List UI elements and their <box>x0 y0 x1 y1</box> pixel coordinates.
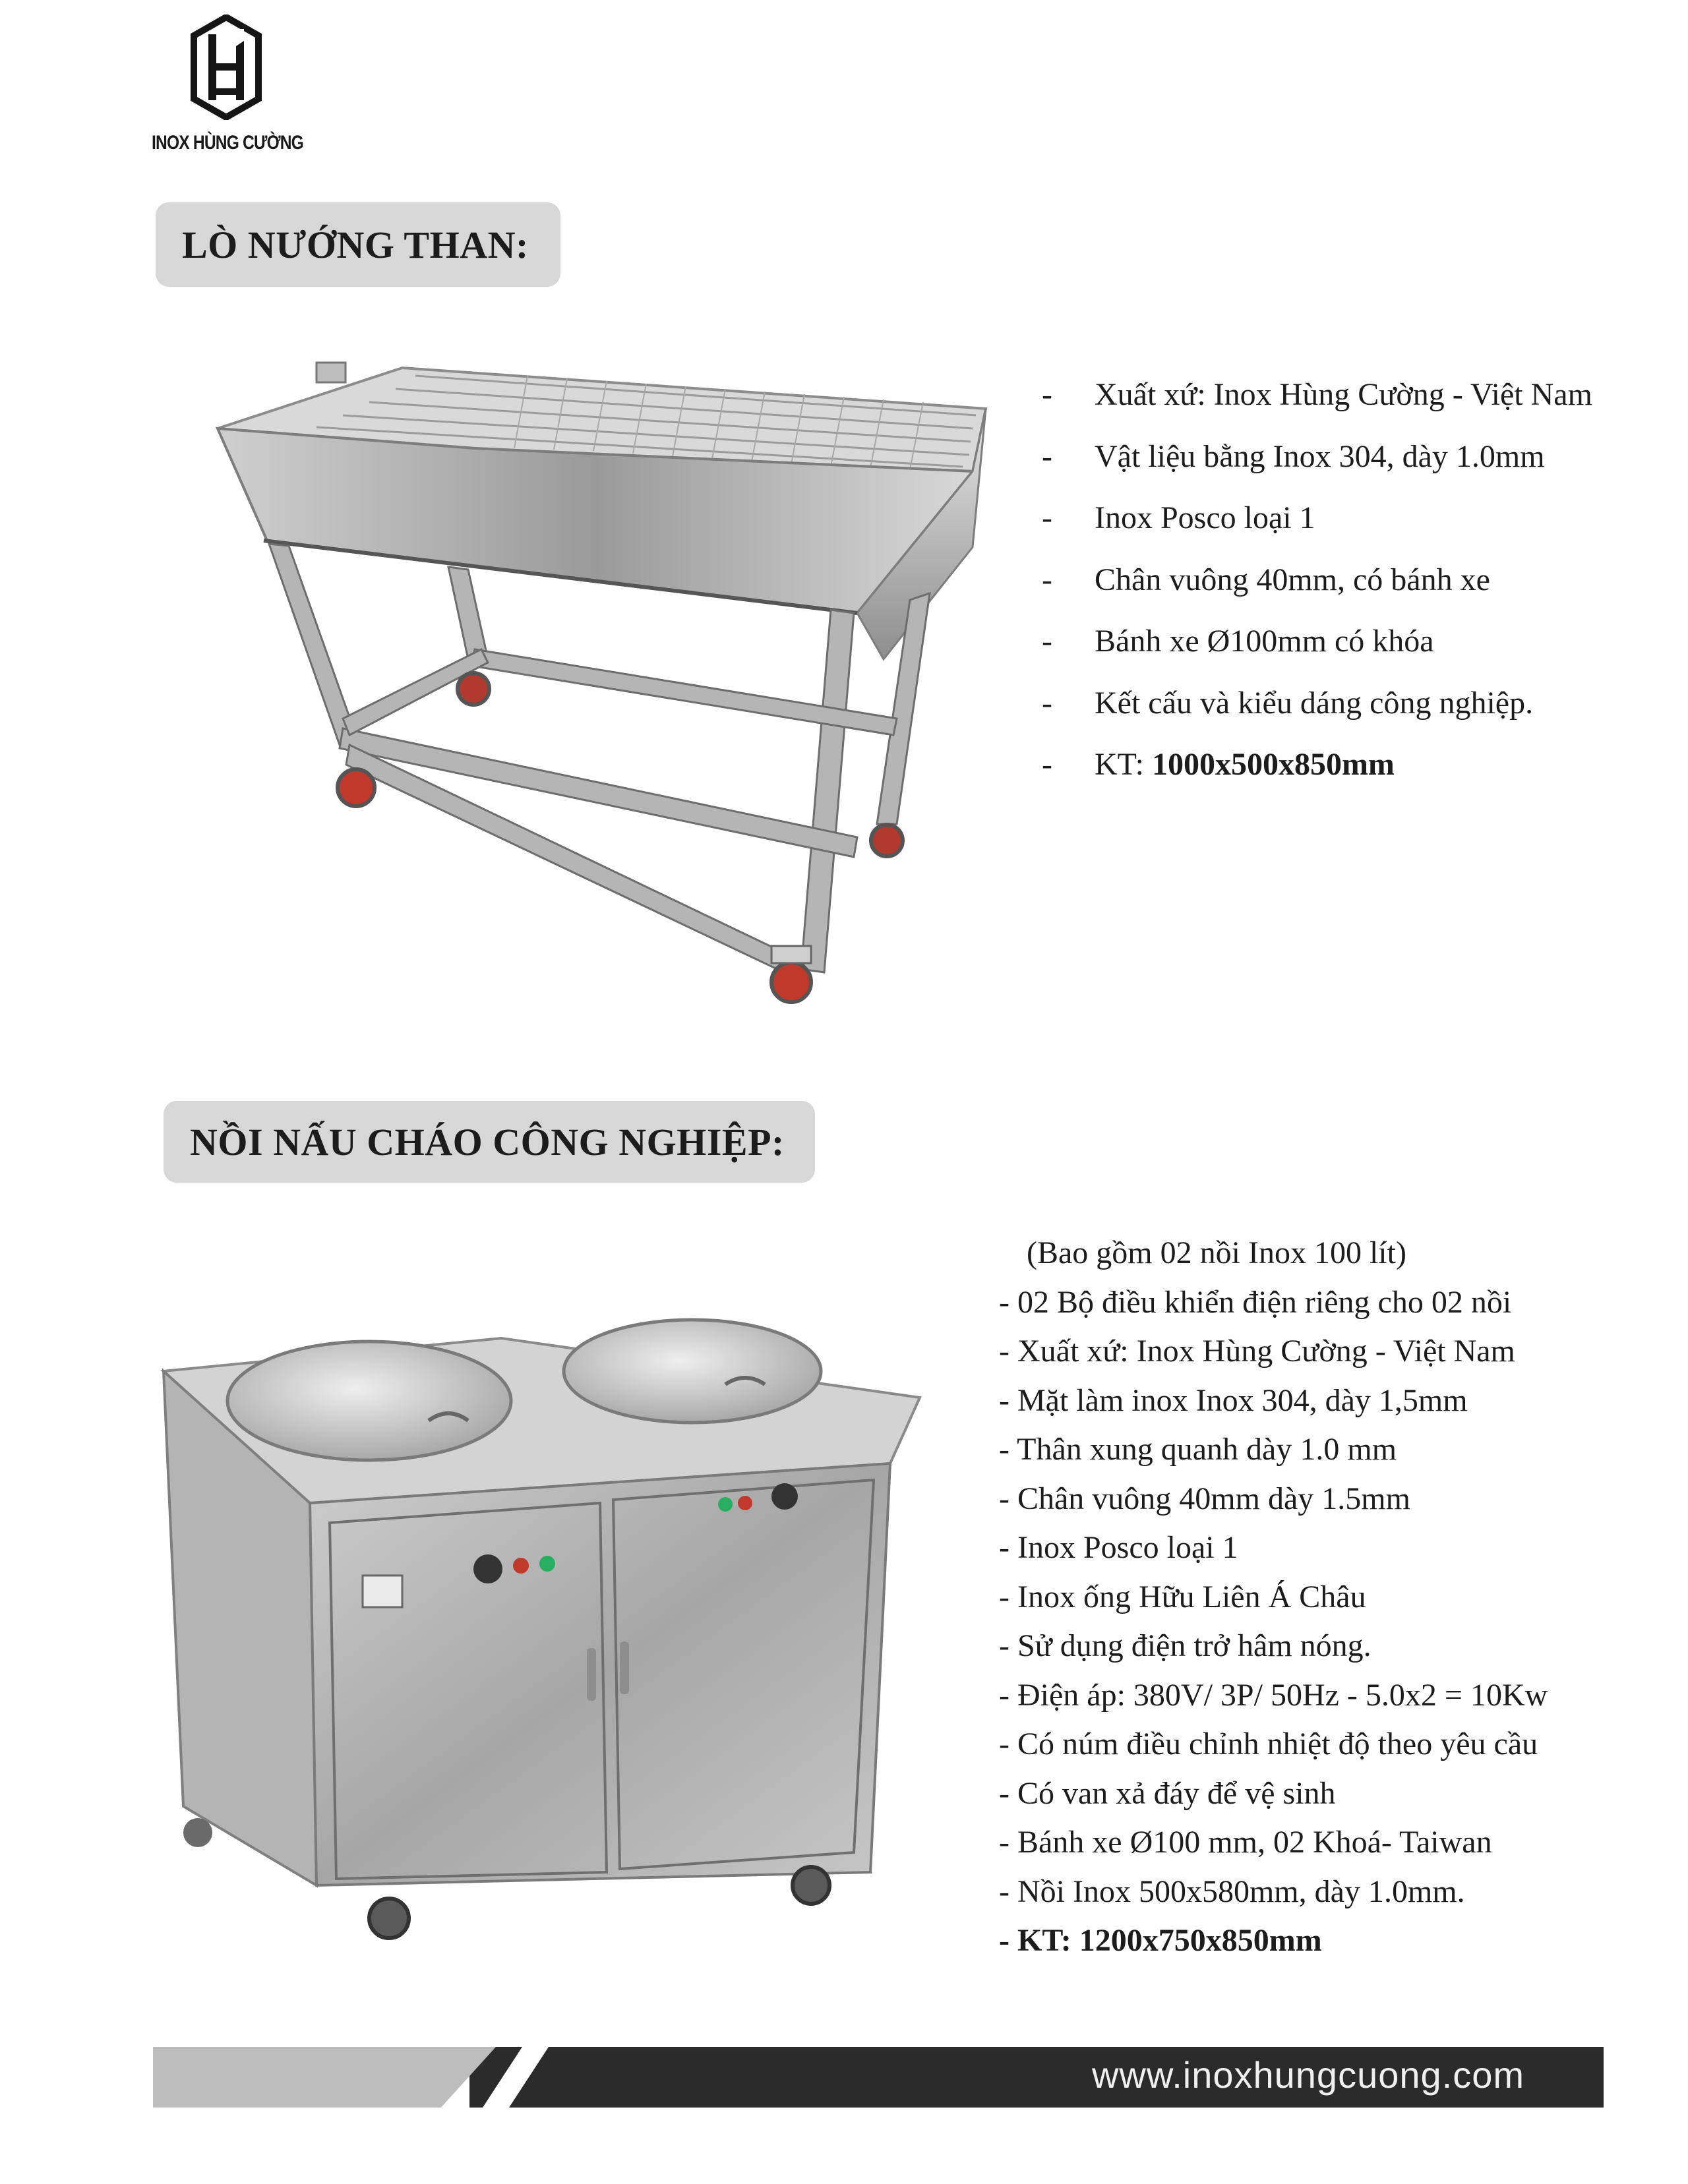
spec-item: - Inox ống Hữu Liên Á Châu <box>999 1579 1366 1614</box>
spec-item: - Kết cấu và kiểu dáng công nghiệp. <box>1042 685 1534 721</box>
company-logo <box>152 15 303 160</box>
spec-item: - Chân vuông 40mm dày 1.5mm <box>999 1481 1410 1516</box>
spec-item: - Inox Posco loại 1 <box>1042 500 1315 536</box>
section-heading-charcoal-grill: LÒ NƯỚNG THAN: <box>156 202 560 287</box>
spec-item: - Inox Posco loại 1 <box>999 1530 1238 1565</box>
website-url[interactable]: www.inoxhungcuong.com <box>1091 2054 1524 2096</box>
spec-item: - Vật liệu bằng Inox 304, dày 1.0mm <box>1042 438 1545 474</box>
spec-item-dimensions: - KT: 1200x750x850mm <box>999 1923 1322 1958</box>
spec-item: - Mặt làm inox Inox 304, dày 1,5mm <box>999 1382 1468 1418</box>
porridge-cooker-photo <box>152 1305 943 1958</box>
footer-light-band <box>153 2047 496 2108</box>
spec-item: - Có núm điều chỉnh nhiệt độ theo yêu cầu <box>999 1727 1538 1761</box>
spec-item: - Xuất xứ: Inox Hùng Cường - Việt Nam <box>1042 377 1592 413</box>
spec-item: - 02 Bộ điều khiển điện riêng cho 02 nồi <box>999 1284 1512 1320</box>
spec-intro: (Bao gồm 02 nồi Inox 100 lít) <box>1027 1235 1406 1270</box>
spec-item: - Bánh xe Ø100 mm, 02 Khoá- Taiwan <box>999 1825 1492 1860</box>
spec-item: - Điện áp: 380V/ 3P/ 50Hz - 5.0x2 = 10Kw <box>999 1677 1548 1713</box>
spec-item: - Sử dụng điện trở hâm nóng. <box>999 1628 1372 1663</box>
spec-item: - Nồi Inox 500x580mm, dày 1.0mm. <box>999 1874 1465 1909</box>
spec-item-dimensions: - KT: 1000x500x850mm <box>1042 747 1395 782</box>
spec-item: - Bánh xe Ø100mm có khóa <box>1042 624 1434 659</box>
footer-bar <box>153 2047 1604 2108</box>
porridge-cooker-specs <box>999 1229 1678 1966</box>
spec-item: - Chân vuông 40mm, có bánh xe <box>1042 562 1490 597</box>
spec-item: - Thân xung quanh dày 1.0 mm <box>999 1432 1397 1467</box>
spec-item: - Xuất xứ: Inox Hùng Cường - Việt Nam <box>999 1334 1515 1369</box>
charcoal-grill-photo <box>198 349 1002 1009</box>
hexagon-logo-icon <box>190 15 262 120</box>
brand-name: INOX HÙNG CƯỜNG <box>152 132 304 154</box>
charcoal-grill-specs <box>1042 364 1675 796</box>
section-heading-porridge-cooker: NỒI NẤU CHÁO CÔNG NGHIỆP: <box>164 1101 815 1183</box>
spec-item: - Có van xả đáy để vệ sinh <box>999 1775 1336 1811</box>
